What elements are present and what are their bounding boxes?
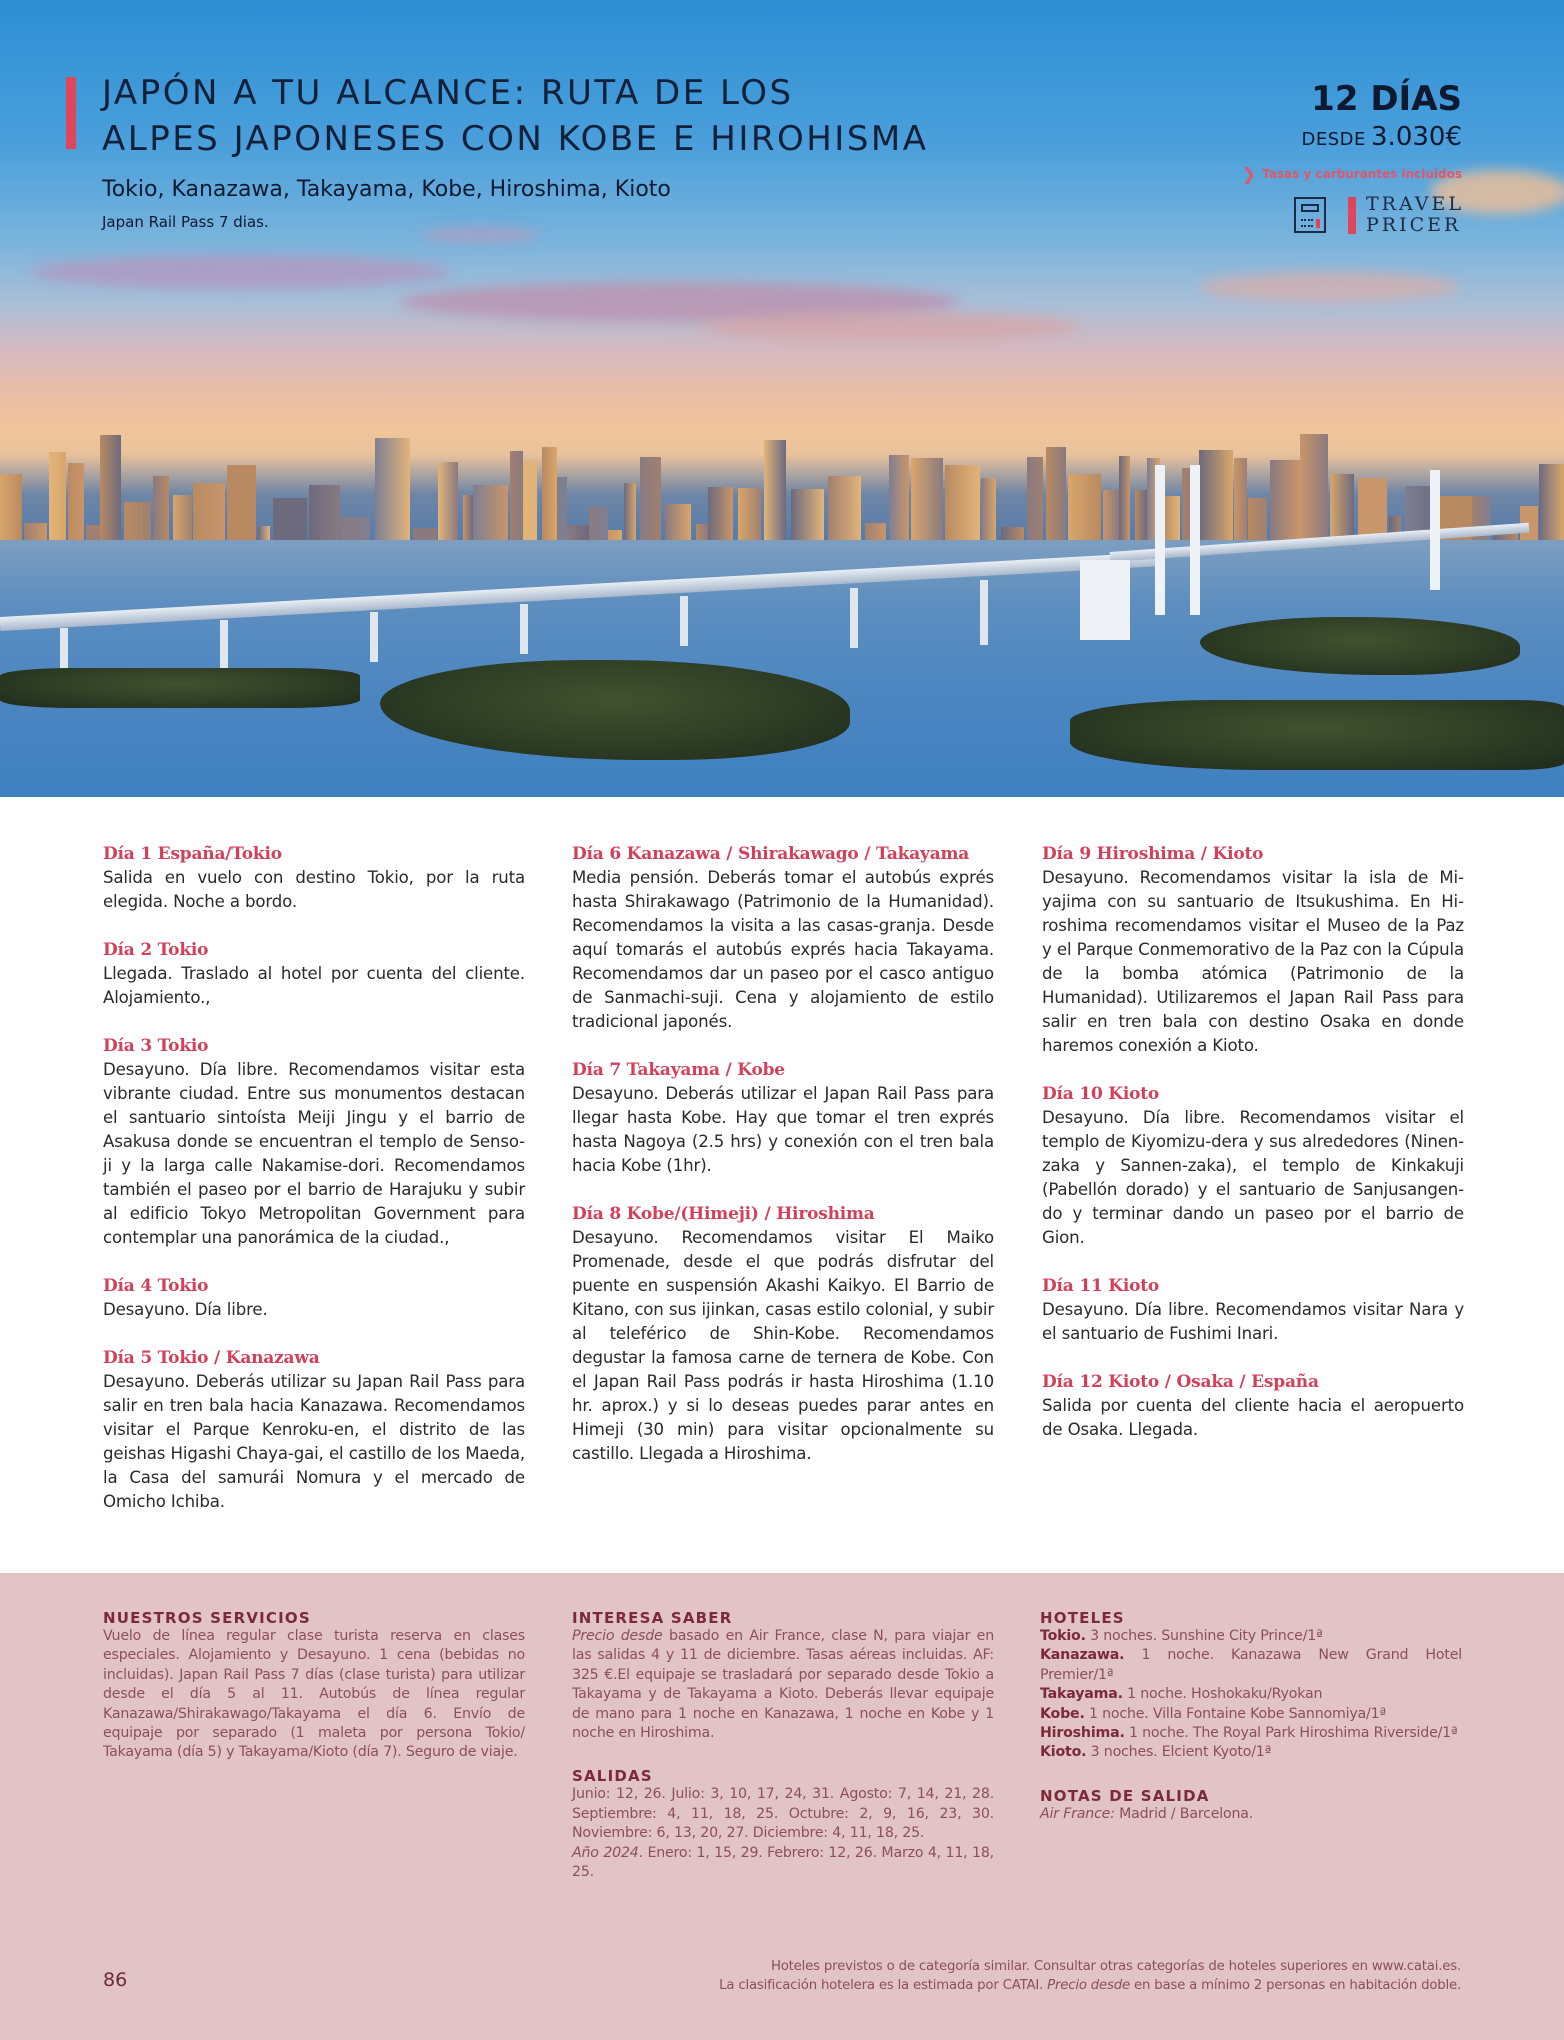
- price-amount: 3.030€: [1371, 122, 1462, 152]
- day-text: Desayuno. Día libre. Recomendamos visitar esta vibrante ciudad. Entre sus monumentos destacan el santuario sintoísta Meiji Jingu y el barrio de Asakusa donde se encuentran el templo de Senso-ji y la larga calle Nakamise-dori. Recomendamos también el paseo por el barrio de Harajuku y subir al edificio Tokyo Metropolitan Government para contemplar una panorámica de la ciudad.,: [103, 1060, 525, 1247]
- hotel-city: Kobe.: [1040, 1705, 1085, 1722]
- bridge-pier: [680, 596, 688, 646]
- hotel-item: [1040, 1627, 1462, 1646]
- services-section: [103, 1609, 525, 1763]
- hotel-city: Takayama.: [1040, 1686, 1123, 1703]
- hotel-item: [1040, 1705, 1462, 1724]
- price-prefix: DESDE: [1301, 129, 1366, 150]
- itinerary-day: [1042, 842, 1464, 1058]
- day-text: Desayuno. Deberás utilizar su Japan Rail Pass para salir en tren bala hacia Kanazawa. Recomendamos visitar el Parque Kenroku-en, el distrito de las geishas Higashi Chaya-gai, el castillo de los Maeda, la Casa del samurái Nomura y el mercado de Omicho Ichiba.: [103, 1372, 525, 1511]
- day-text: Salida en vuelo con destino Tokio, por la ruta elegida. Noche a bordo.: [103, 868, 525, 911]
- badge-line-1: TRAVEL: [1366, 193, 1464, 215]
- hotel-detail: 1 noche. Villa Fontaine Kobe Sannomiya/1ª: [1084, 1705, 1386, 1722]
- footer-line-1-text: Hoteles previstos o de categoría similar. Consultar otras categorías de hoteles superiores en www.catai.es.: [770, 1959, 1461, 1974]
- day-text: Desayuno. Día libre.: [103, 1300, 268, 1319]
- hotel-item: [1040, 1685, 1462, 1704]
- calculator-icon: [1294, 197, 1326, 233]
- travel-pricer-label: [1366, 194, 1464, 236]
- cloud: [700, 312, 1080, 342]
- hotel-detail: 1 noche. Kanazawa New Grand Hotel Premier/1ª: [1040, 1647, 1462, 1683]
- year-2024-label: Año 2024: [572, 1844, 639, 1861]
- day-text: Desayuno. Deberás utilizar el Japan Rail Pass para llegar hasta Kobe. Hay que tomar el tren exprés hasta Nagoya (2.5 hrs) y conexión con el tren bala hacia Kobe (1hr).: [572, 1084, 994, 1175]
- itinerary-column-2: [572, 842, 994, 1490]
- footer-precio-desde: Precio desde: [1047, 1978, 1130, 1993]
- hotel-city: Tokio.: [1040, 1628, 1086, 1644]
- day-title: Día 5 Tokio / Kanazawa: [103, 1348, 320, 1368]
- taxes-note-text: Tasas y carburantes incluidos: [1262, 167, 1462, 181]
- day-text: Salida por cuenta del cliente hacia el aeropuerto de Osaka. Llegada.: [1042, 1396, 1464, 1439]
- day-title: Día 4 Tokio: [103, 1276, 209, 1296]
- itinerary-day: [1042, 1370, 1464, 1442]
- interesa-saber-section: [572, 1609, 994, 1882]
- hero-photo: [0, 0, 1564, 797]
- services-heading: NUESTROS SERVICIOS: [103, 1609, 311, 1627]
- island: [1070, 700, 1564, 770]
- interesa-saber-body: basado en Air France, clase N, para viajar en las salidas 4 y 11 de diciembre. Tasas aéreas incluidas. AF: 325 €.El equipaje se trasladará por separado desde Tokio a Takayama y de Takayama a Kioto. Deberás llevar equipaje de mano para 1 noche en Kanazawa, 1 noche en Kobe y 1 noche en Hiroshima.: [572, 1628, 994, 1742]
- day-title: Día 1 España/Tokio: [103, 844, 282, 864]
- bridge-pier: [850, 588, 858, 648]
- salidas-text: [572, 1785, 994, 1882]
- chevron-right-icon: ❯: [1241, 165, 1257, 185]
- footer-line-2: [719, 1976, 1461, 1995]
- day-title: Día 8 Kobe/(Himeji) / Hiroshima: [572, 1204, 875, 1224]
- price-row: [1302, 120, 1462, 157]
- salidas-dates-2024: . Enero: 1, 15, 29. Febrero: 12, 26. Marzo 4, 11, 18, 25.: [572, 1844, 994, 1881]
- itinerary-day: [1042, 1082, 1464, 1250]
- day-title: Día 2 Tokio: [103, 940, 209, 960]
- footer-line-1: [719, 1957, 1461, 1976]
- itinerary-day: [572, 842, 994, 1034]
- hotel-detail: 3 noches. Elcient Kyoto/1ª: [1086, 1744, 1272, 1761]
- title-accent-bar: [66, 77, 76, 149]
- page-number: 86: [103, 1969, 128, 1991]
- title-line-2: ALPES JAPONESES CON KOBE E HIROHISMA: [102, 119, 929, 159]
- hotels-heading: HOTELES: [1040, 1609, 1125, 1627]
- day-text: Desayuno. Día libre. Recomendamos visitar Nara y el santuario de Fushimi Inari.: [1042, 1300, 1464, 1343]
- route-cities: Tokio, Kanazawa, Takayama, Kobe, Hiroshima, Kioto: [102, 177, 671, 202]
- footer-line-2-a: La clasificación hotelera es la estimada por CATAI.: [719, 1978, 1048, 1993]
- travel-pricer-badge[interactable]: [1294, 194, 1462, 236]
- itinerary-column-3: [1042, 842, 1464, 1466]
- bridge-tower: [1155, 465, 1165, 615]
- services-text: Vuelo de línea regular clase turista reserva en clases especiales. Alojamiento y Desayuno. 1 cena (bebidas no incluidas). Japan Rail Pass 7 días (clase turista) para utilizar desde el día 5 al 11. Autobús de línea regular Kanazawa/Shirakawago/Takayama el día 6. Envío de equipaje por separado (1 maleta por persona Tokio/ Takayama (día 5) y Takayama/Kioto (día 7). Seguro de viaje.: [103, 1628, 525, 1761]
- day-text: Desayuno. Día libre. Recomendamos visitar el templo de Kiyomizu-dera y sus alrededores (Ninen-zaka y Sannen-zaka), el templo de Kinkakuji (Pabellón dorado) y el santuario de Sanjusangen-do y terminar dando un paseo por el barrio de Gion.: [1042, 1108, 1464, 1247]
- hotel-item: [1040, 1646, 1462, 1685]
- day-title: Día 6 Kanazawa / Shirakawago / Takayama: [572, 844, 970, 864]
- footer-disclaimer: [719, 1957, 1461, 1995]
- day-text: Media pensión. Deberás tomar el autobús exprés hasta Shirakawago (Patrimonio de la Humanidad). Recomendamos la visita a las casas-granja. Desde aquí tomarás el autobús exprés hacia Takayama. Recomendamos dar un paseo por el casco antiguo de Sanmachi-suji. Cena y alojamiento de estilo tradicional japonés.: [572, 868, 994, 1031]
- hotel-city: Kioto.: [1040, 1744, 1087, 1761]
- itinerary-day: [103, 1274, 525, 1322]
- hotel-item: [1040, 1724, 1462, 1743]
- departure-cities: Madrid / Barcelona.: [1114, 1805, 1254, 1822]
- itinerary-day: [103, 938, 525, 1010]
- hotel-city: Kanazawa.: [1040, 1647, 1125, 1664]
- cloud: [30, 255, 450, 289]
- rail-pass-note: Japan Rail Pass 7 dias.: [102, 213, 269, 231]
- bridge-pier: [520, 604, 528, 654]
- page-title: [102, 70, 1002, 162]
- bridge-pier: [980, 580, 988, 645]
- title-line-1: JAPÓN A TU ALCANCE: RUTA DE LOS: [102, 73, 794, 113]
- bridge-tower: [1430, 470, 1440, 590]
- itinerary-day: [103, 1034, 525, 1250]
- hotel-detail: 1 noche. The Royal Park Hiroshima Riverside/1ª: [1124, 1725, 1458, 1742]
- itinerary-column-1: [103, 842, 525, 1538]
- bridge-tower: [1080, 560, 1130, 640]
- departure-notes-text: [1040, 1805, 1462, 1824]
- itinerary-day: [103, 842, 525, 914]
- bridge-pier: [370, 612, 378, 662]
- day-title: Día 9 Hiroshima / Kioto: [1042, 844, 1264, 864]
- day-text: Desayuno. Recomendamos visitar la isla de Miyajima con su santuario de Itsukushima. En Hiroshima recomendamos visitar el Museo de la Paz y el Parque Conmemorativo de la Paz con la Cúpula de la bomba atómica (Patrimonio de la Humanidad). Utilizaremos el Japan Rail Pass para salir en tren bala con destino Osaka en donde haremos conexión a Kioto.: [1042, 868, 1464, 1055]
- footer-line-2-b: en base a mínimo 2 personas en habitación doble.: [1129, 1978, 1461, 1993]
- day-title: Día 7 Takayama / Kobe: [572, 1060, 785, 1080]
- day-text: Llegada. Traslado al hotel por cuenta del cliente. Alojamiento.,: [103, 964, 525, 1007]
- hotel-detail: 3 noches. Sunshine City Prince/1ª: [1085, 1628, 1323, 1644]
- interesa-saber-text: [572, 1627, 994, 1743]
- day-title: Día 11 Kioto: [1042, 1276, 1160, 1296]
- price-box: [1302, 78, 1462, 157]
- bridge-tower: [1190, 465, 1200, 615]
- cloud: [420, 228, 540, 242]
- day-title: Día 10 Kioto: [1042, 1084, 1160, 1104]
- airline-label: Air France:: [1040, 1805, 1115, 1822]
- cloud: [1200, 272, 1460, 302]
- badge-line-2: PRICER: [1366, 214, 1462, 236]
- day-text: Desayuno. Recomendamos visitar El Maiko Promenade, desde el que podrás disfrutar del puente en suspensión Akashi Kaikyo. El Barrio de Kitano, con sus ijinkan, casas estilo colonial, y subir al teleférico de Shin-Kobe. Recomendamos degustar la famosa carne de ternera de Kobe. Con el Japan Rail Pass podrás ir hasta Hiroshima (1.10 hr. aprox.) y si lo deseas puedes parar antes en Himeji (30 min) para visitar opcionalmente su castillo. Llegada a Hiroshima.: [572, 1228, 994, 1463]
- island: [0, 668, 360, 708]
- hotel-item: [1040, 1743, 1462, 1762]
- itinerary-day: [572, 1202, 994, 1466]
- salidas-heading: SALIDAS: [572, 1767, 653, 1786]
- bridge-pier: [220, 620, 228, 672]
- hotel-city: Hiroshima.: [1040, 1725, 1125, 1742]
- day-title: Día 12 Kioto / Osaka / España: [1042, 1372, 1319, 1392]
- precio-desde-label: Precio desde: [572, 1628, 663, 1644]
- badge-accent-bar: [1348, 197, 1356, 234]
- itinerary-day: [103, 1346, 525, 1514]
- itinerary-day: [1042, 1274, 1464, 1346]
- itinerary-day: [572, 1058, 994, 1178]
- salidas-dates-2023: Junio: 12, 26. Julio: 3, 10, 17, 24, 31. Agosto: 7, 14, 21, 28. Septiembre: 4, 11, 18, 25. Octubre: 2, 9, 16, 23, 30. Noviembre: 6, 13, 20, 27. Diciembre: 4, 11, 18, 25.: [572, 1786, 994, 1842]
- hotel-detail: 1 noche. Hoshokaku/Ryokan: [1122, 1686, 1323, 1703]
- day-title: Día 3 Tokio: [103, 1036, 209, 1056]
- hotels-section: [1040, 1609, 1462, 1824]
- trip-duration: 12 DÍAS: [1311, 79, 1462, 119]
- taxes-note: [1242, 165, 1462, 185]
- interesa-saber-heading: INTERESA SABER: [572, 1609, 733, 1627]
- departure-notes-heading: NOTAS DE SALIDA: [1040, 1786, 1210, 1805]
